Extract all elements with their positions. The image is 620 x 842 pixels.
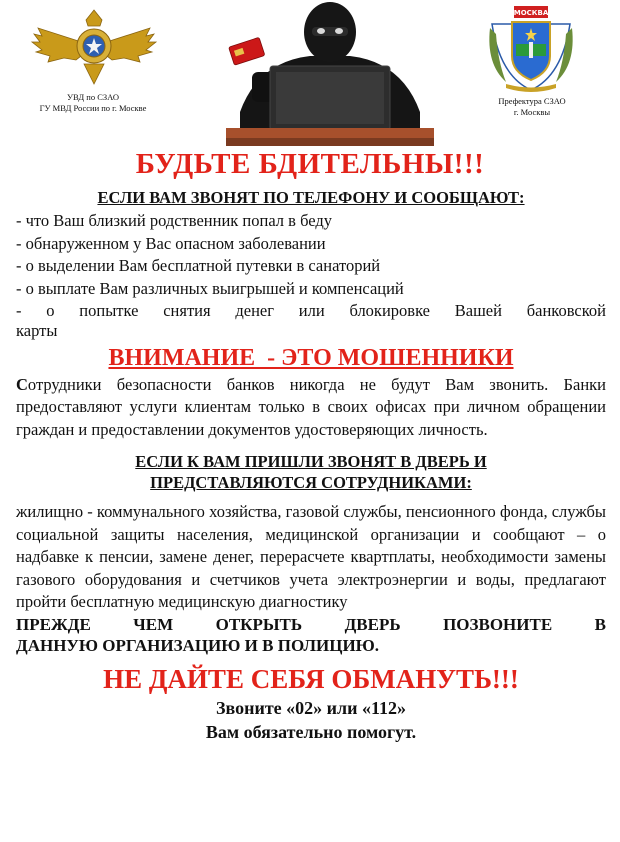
phone-section-heading: ЕСЛИ ВАМ ЗВОНЯТ ПО ТЕЛЕФОНУ И СООБЩАЮТ: bbox=[97, 188, 525, 207]
door-paragraph: жилищно - коммунального хозяйства, газовой службы, пенсионного фонда, службы социальной защиты населения, медицинской организации и сообщают – о надбавке к пенсии, замене денег, перерасчете квартплаты, необходимости замены газового оборудования и счетчиков учета электроэнергии и воды, предлагают пройти бесплатную медицинскую диагностику bbox=[16, 502, 606, 611]
left-org-line1: УВД по СЗАО bbox=[67, 92, 119, 102]
door-heading-line2: ПРЕДСТАВЛЯЮТСЯ СОТРУДНИКАМИ: bbox=[150, 473, 472, 492]
notice-line1: ПРЕЖДЕ ЧЕМ ОТКРЫТЬ ДВЕРЬ ПОЗВОНИТЕ В bbox=[16, 614, 606, 634]
door-heading-line1: ЕСЛИ К ВАМ ПРИШЛИ ЗВОНЯТ В ДВЕРЬ И bbox=[135, 452, 487, 471]
list-item: - о попытке снятия денег или блокировке Вашей банковской bbox=[16, 301, 606, 320]
bank-paragraph-text: отрудники безопасности банков никогда не будут Вам звонить. Банки предоставляют услуги клиентам только в своих офисах при личном обращении граждан и предоставлении документов удостоверяющих личность. bbox=[16, 374, 606, 439]
door-section-heading bbox=[16, 451, 606, 493]
right-org-line2: г. Москвы bbox=[513, 107, 551, 117]
list-item: - о выделении Вам бесплатной путевки в санаторий bbox=[16, 256, 381, 275]
left-org-line2: ГУ МВД России по г. Москве bbox=[39, 103, 147, 113]
emergency-phones: Звоните «02» или «112» bbox=[215, 697, 407, 718]
list-item: - о выплате Вам различных выигрышей и компенсаций bbox=[16, 278, 404, 298]
page-title: БУДЬТЕ БДИТЕЛЬНЫ!!! bbox=[135, 148, 485, 180]
list-item: - что Ваш близкий родственник попал в беду bbox=[16, 211, 332, 230]
coat-of-arms-caption: МОСКВА bbox=[513, 9, 549, 17]
right-org-label bbox=[470, 96, 594, 118]
hacker-illustration bbox=[200, 0, 460, 146]
police-emblem-icon bbox=[30, 6, 158, 88]
call-before-opening-notice bbox=[16, 614, 606, 656]
list-item: - обнаруженном у Вас опасном заболевании bbox=[16, 233, 326, 253]
right-org-line1: Префектура СЗАО bbox=[498, 96, 566, 106]
content bbox=[16, 188, 606, 744]
list-item-continuation: карты bbox=[16, 320, 58, 340]
final-warning: НЕ ДАЙТЕ СЕБЯ ОБМАНУТЬ!!! bbox=[103, 663, 519, 694]
help-note: Вам обязательно помогут. bbox=[205, 721, 417, 742]
bank-paragraph bbox=[16, 374, 606, 442]
bank-paragraph-initial: С bbox=[16, 374, 28, 394]
left-org-label bbox=[18, 92, 168, 114]
fraud-warning: ВНИМАНИЕ - ЭТО МОШЕННИКИ bbox=[108, 344, 514, 371]
header bbox=[0, 0, 620, 152]
phone-scam-list bbox=[16, 210, 606, 341]
notice-line2: ДАННУЮ ОРГАНИЗАЦИЮ И В ПОЛИЦИЮ. bbox=[16, 635, 380, 655]
prefecture-coat-of-arms-icon bbox=[486, 4, 576, 94]
